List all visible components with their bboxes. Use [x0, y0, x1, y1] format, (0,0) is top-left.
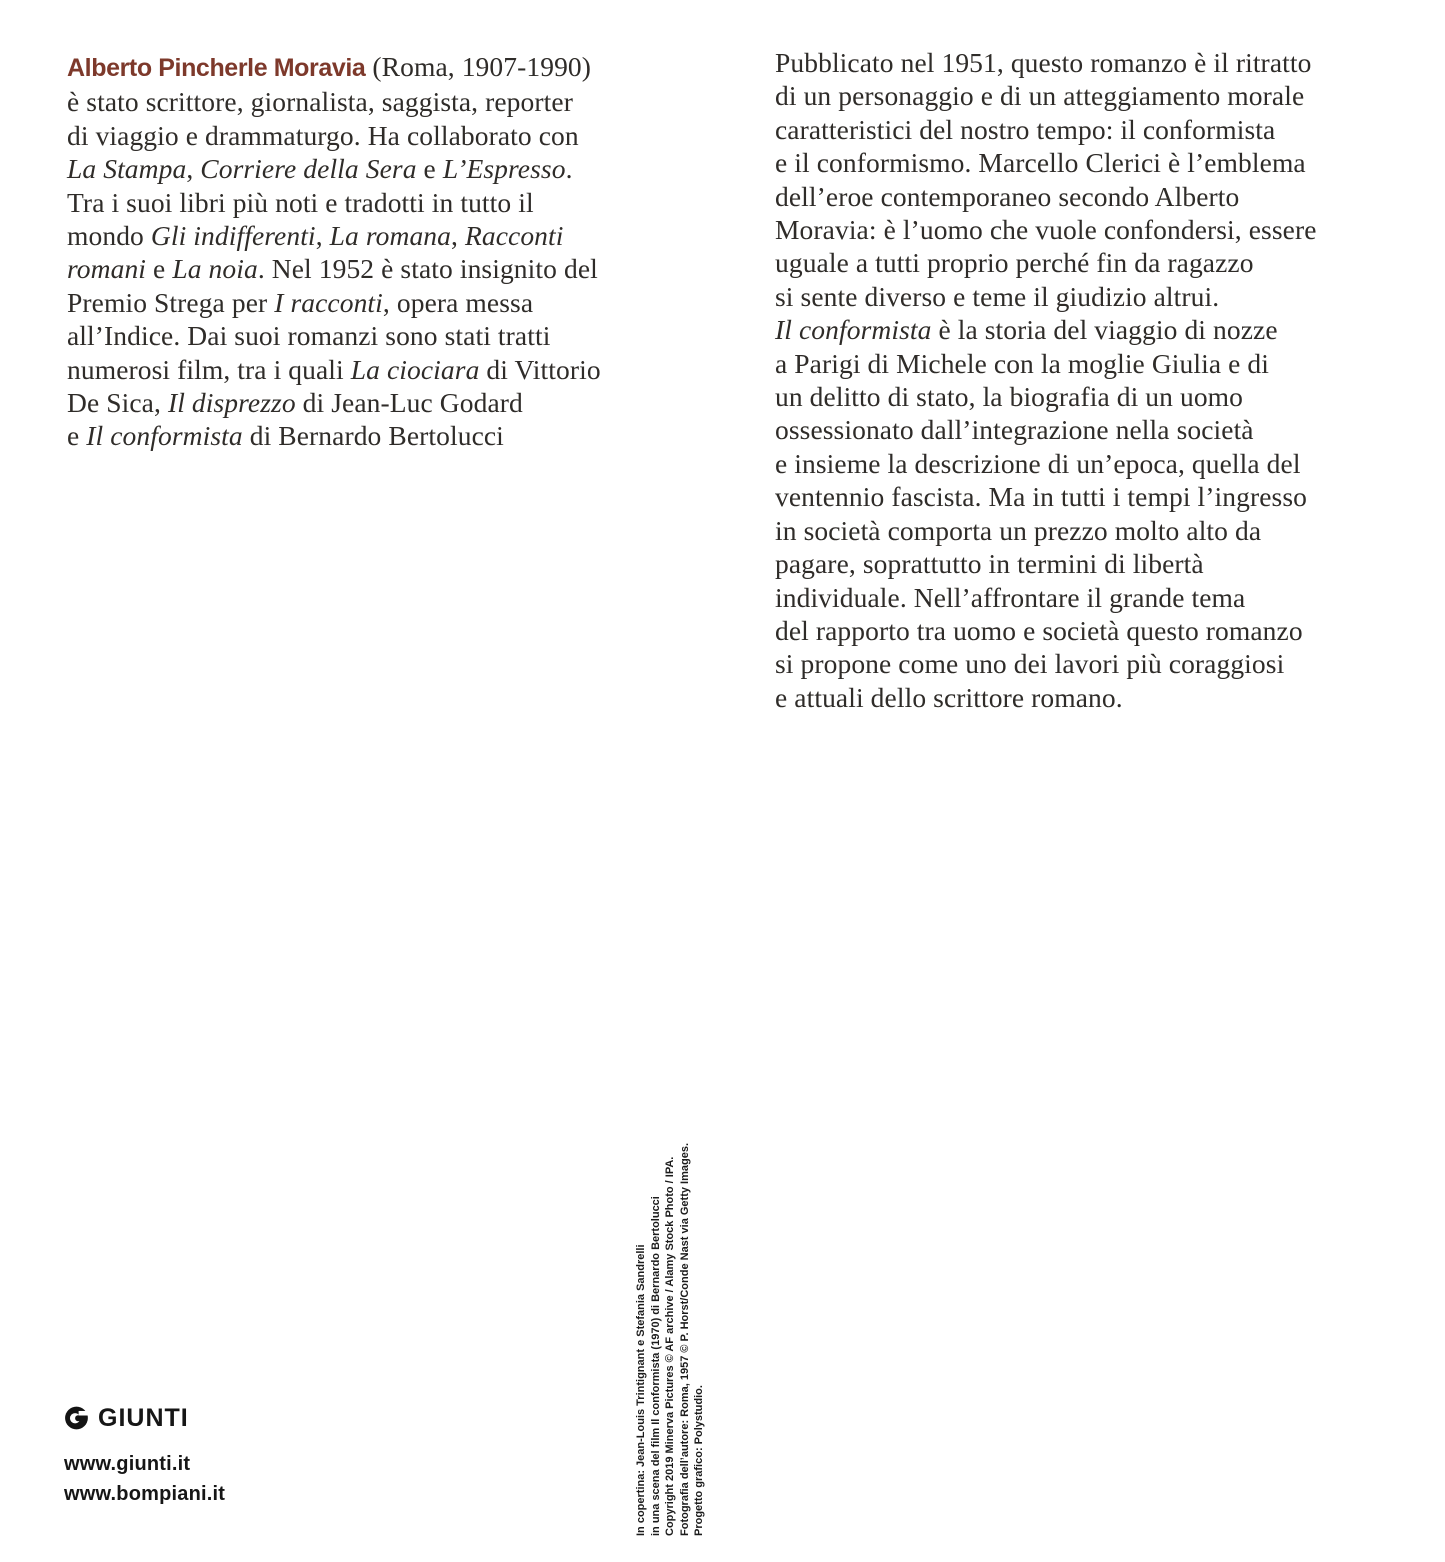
- text-line: In copertina: Jean-Louis Trintignant e Stefania Sandrelli: [635, 1244, 647, 1536]
- text-line: caratteristici del nostro tempo: il conformista: [775, 113, 1276, 145]
- text-line: uguale a tutti proprio perché fin da ragazzo: [775, 247, 1254, 279]
- website-bompiani: www.bompiani.it: [64, 1482, 226, 1505]
- giunti-logo-icon: [64, 1405, 90, 1431]
- text-line: di viaggio e drammaturgo. Ha collaborato con: [67, 119, 579, 151]
- text-line: individuale. Nell’affrontare il grande tema: [775, 581, 1246, 613]
- text-line: Moravia: è l’uomo che vuole confondersi, essere: [775, 214, 1317, 246]
- text-line: di un personaggio e di un atteggiamento morale: [775, 80, 1305, 112]
- text-line: Fotografia dell’autore: Roma, 1957 © P. Horst/Conde Nast via Getty Images.: [678, 1142, 691, 1536]
- text-line: un delitto di stato, la biografia di un uomo: [775, 381, 1244, 413]
- text-line: pagare, soprattutto in termini di libertà: [775, 548, 1204, 580]
- text-line: Il conformista è la storia del viaggio di nozze: [775, 314, 1278, 346]
- text-line: all’Indice. Dai suoi romanzi sono stati tratti: [67, 320, 551, 352]
- text-line: Premio Strega per I racconti, opera messa: [67, 286, 534, 318]
- text-line: a Parigi di Michele con la moglie Giulia e di: [775, 347, 1270, 379]
- text-line: Alberto Pincherle Moravia (Roma, 1907-1990): [67, 51, 592, 82]
- photo-credits: [634, 1112, 708, 1536]
- text-line: in società comporta un prezzo molto alto da: [775, 514, 1262, 546]
- synopsis: [775, 46, 1395, 714]
- text-line: La Stampa, Corriere della Sera e L’Espresso.: [67, 153, 573, 185]
- publisher-logo: [64, 1404, 189, 1432]
- publisher-websites: [64, 1450, 225, 1509]
- text-line: ventennio fascista. Ma in tutti i tempi l’ingresso: [775, 481, 1307, 513]
- text-line: Progetto grafico: Polystudio.: [693, 1385, 706, 1536]
- text-line: Pubblicato nel 1951, questo romanzo è il ritratto: [775, 47, 1312, 78]
- photo-credits-text: [634, 1112, 708, 1536]
- text-line: si sente diverso e teme il giudizio altrui.: [775, 280, 1220, 312]
- text-line: e Il conformista di Bernardo Bertolucci: [67, 420, 504, 452]
- publisher-name: GIUNTI: [98, 1403, 189, 1432]
- text-line: e insieme la descrizione di un’epoca, quella del: [775, 447, 1301, 479]
- text-line: De Sica, Il disprezzo di Jean-Luc Godard: [67, 387, 523, 419]
- text-line: numerosi film, tra i quali La ciociara di Vittorio: [67, 353, 601, 385]
- text-line: si propone come uno dei lavori più coraggiosi: [775, 648, 1285, 680]
- text-line: mondo Gli indifferenti, La romana, Racconti: [67, 220, 564, 252]
- text-line: ossessionato dall’integrazione nella società: [775, 414, 1254, 446]
- text-line: e attuali dello scrittore romano.: [775, 681, 1123, 713]
- website-giunti: www.giunti.it: [64, 1453, 191, 1475]
- text-line: e il conformismo. Marcello Clerici è l’emblema: [775, 147, 1306, 179]
- text-line: è stato scrittore, giornalista, saggista, reporter: [67, 86, 573, 118]
- author-bio: [67, 50, 677, 453]
- text-line: Tra i suoi libri più noti e tradotti in tutto il: [67, 186, 534, 218]
- text-line: del rapporto tra uomo e società questo romanzo: [775, 614, 1303, 646]
- text-line: in una scena del film Il conformista (1970) di Bernardo Bertolucci: [649, 1196, 662, 1536]
- text-line: Copyright 2019 Minerva Pictures © AF archive / Alamy Stock Photo / IPA.: [664, 1156, 677, 1536]
- text-line: dell’eroe contemporaneo secondo Alberto: [775, 180, 1240, 212]
- text-line: romani e La noia. Nel 1952 è stato insignito del: [67, 253, 598, 285]
